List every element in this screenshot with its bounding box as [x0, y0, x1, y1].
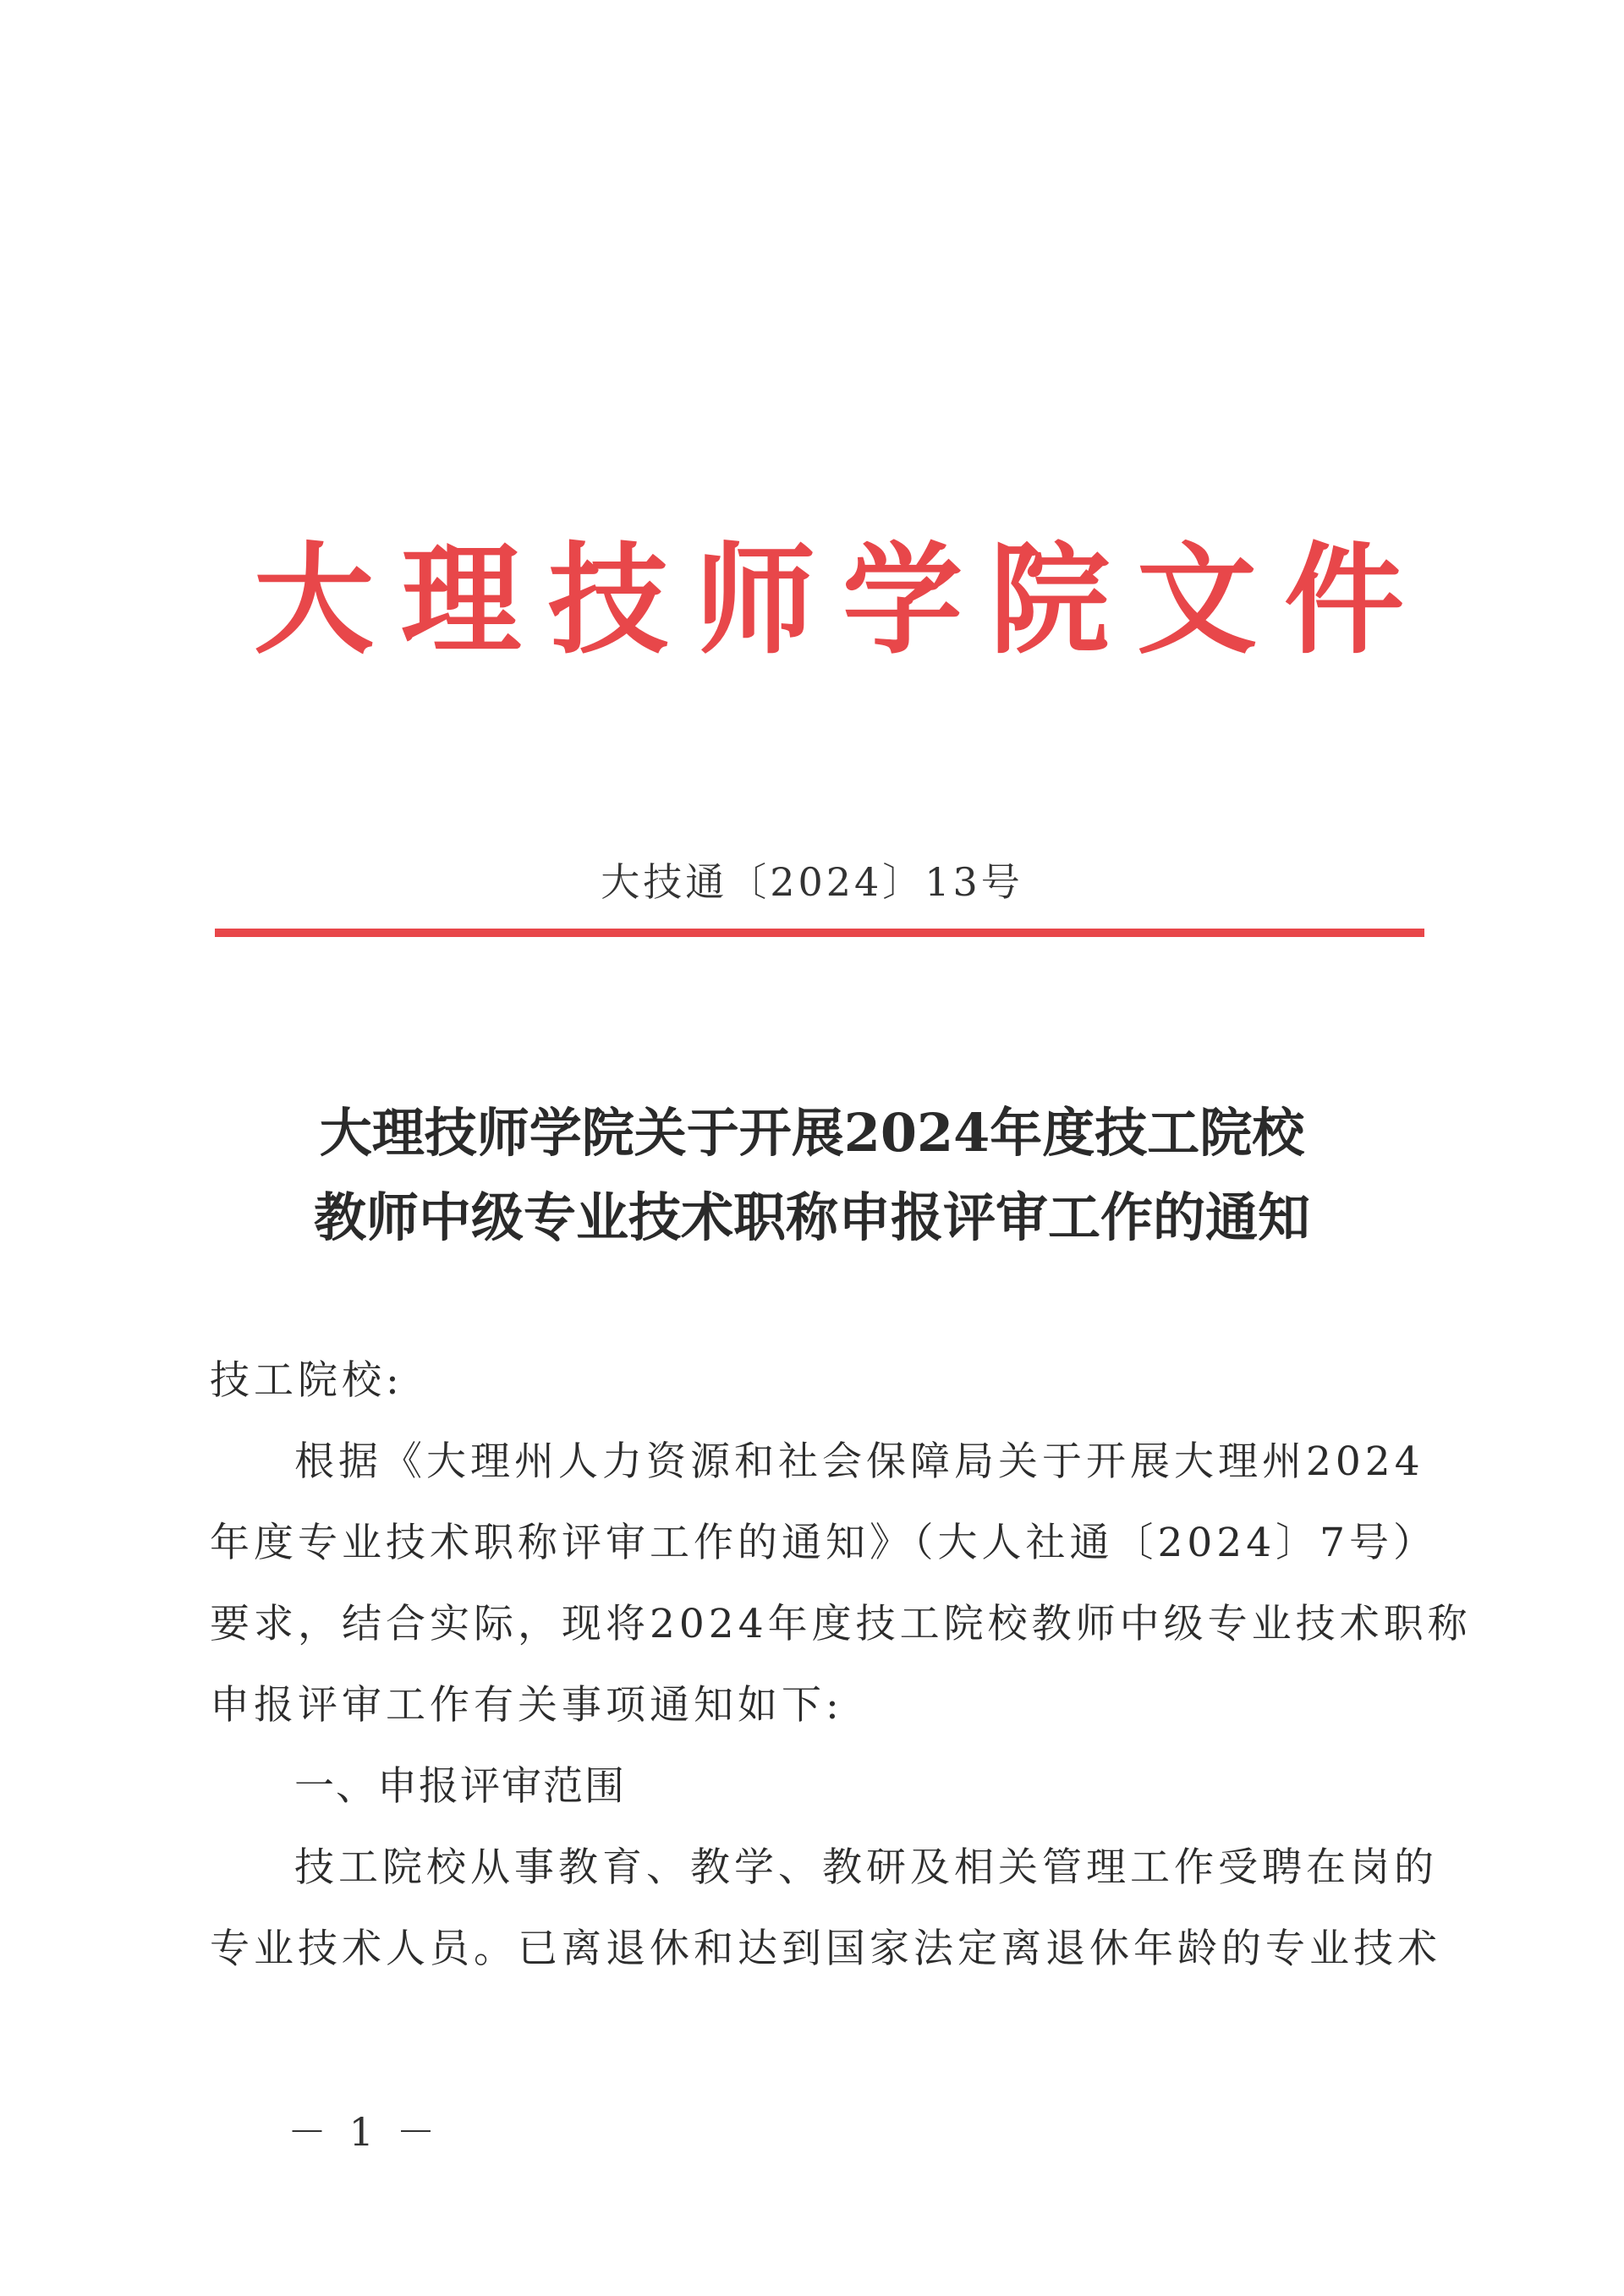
page-number: － 1 － [288, 2109, 441, 2155]
paragraph-1-line-4: 申报评审工作有关事项通知如下: [210, 1682, 843, 1729]
section-1-heading: 一、申报评审范围 [294, 1763, 626, 1810]
document-number: 大技通〔2024〕13号 [601, 859, 1023, 905]
paragraph-1-line-2: 年度专业技术职称评审工作的通知》（大人社通〔2024〕7号） [210, 1520, 1438, 1566]
paragraph-2-line-1: 技工院校从事教育、教学、教研及相关管理工作受聘在岗的 [294, 1844, 1438, 1891]
body-text [210, 1340, 1472, 1990]
notice-title-line-1: 大理技师学院关于开展2024年度技工院校 [319, 1102, 1305, 1164]
paragraph-1-line-1: 根据《大理州人力资源和社会保障局关于开展大理州2024 [294, 1438, 1424, 1485]
notice-title-line-2: 教师中级专业技术职称申报评审工作的通知 [313, 1186, 1310, 1248]
paragraph-2-line-2: 专业技术人员。已离退休和达到国家法定离退休年龄的专业技术 [210, 1926, 1441, 1972]
paragraph-1-line-3: 要求，结合实际，现将2024年度技工院校教师中级专业技术职称 [210, 1601, 1472, 1647]
salutation: 技工院校: [210, 1357, 403, 1404]
notice-title [211, 1091, 1413, 1260]
masthead-title: 大理技师学院文件 [254, 531, 1431, 671]
red-separator-line [215, 929, 1424, 937]
